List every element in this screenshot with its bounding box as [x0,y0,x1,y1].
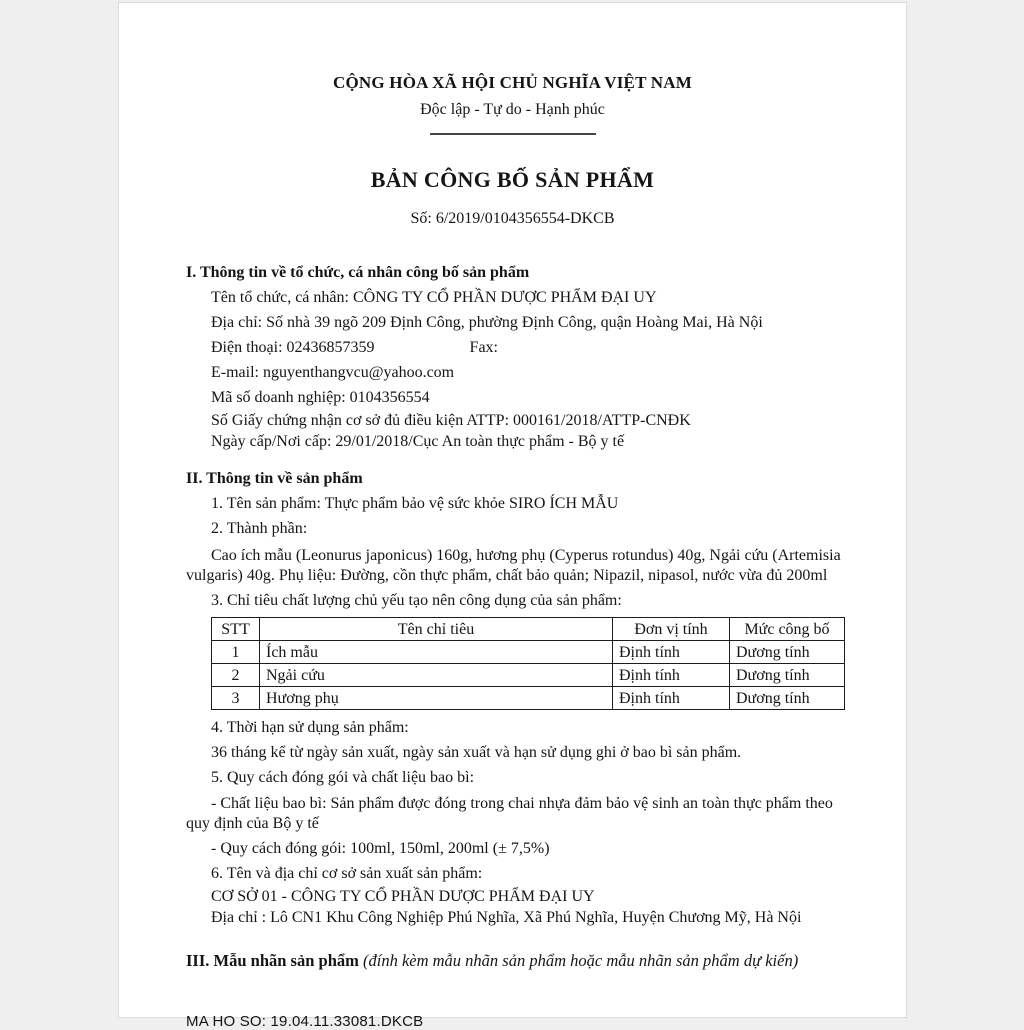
table-header-row [212,618,845,641]
document-title: BẢN CÔNG BỐ SẢN PHẨM [370,167,655,192]
ingredients-paragraph: Cao ích mẫu (Leonurus japonicus) 160g, hương phụ (Cyperus rotundus) 40g, Ngải cứu (Artemisia vulgaris) 40g. Phụ liệu: Đường, cồn thực phẩm, chất bảo quản; Nipazil, nipasol, nước vừa đủ 200ml [186,547,841,584]
cell-unit: Định tính [613,664,730,687]
table-row [212,641,845,664]
section3-heading-label: III. Mẫu nhãn sản phẩm [186,951,359,970]
cell-name: Ngải cứu [260,664,613,687]
cell-name: Ích mẫu [260,641,613,664]
packaging-heading-line: 5. Quy cách đóng gói và chất liệu bao bì: [211,769,475,786]
national-motto: Độc lập - Tự do - Hạnh phúc [420,101,605,118]
table-row [212,687,845,710]
manufacturer-heading-line: 6. Tên và địa chỉ cơ sở sản xuất sản phẩm: [211,865,483,882]
phone-label: Điện thoại: 02436857359 [211,339,375,356]
document-number: Số: 6/2019/0104356554-DKCB [410,210,615,227]
phone-fax-line [211,335,848,360]
header-divider [430,133,596,135]
header-cell-stt: STT [212,618,260,641]
attp-issue-line: Ngày cấp/Nơi cấp: 29/01/2018/Cục An toàn thực phẩm - Bộ y tế [211,433,625,450]
file-code: MA HO SO: 19.04.11.33081.DKCB [186,1013,424,1030]
manufacturer-name-line: CƠ SỞ 01 - CÔNG TY CỔ PHẦN DƯỢC PHẨM ĐẠI UY [211,888,595,905]
cell-unit: Định tính [613,641,730,664]
section3-heading [186,948,848,973]
cell-level: Dương tính [730,664,845,687]
cell-stt: 2 [212,664,260,687]
section1-heading: I. Thông tin về tổ chức, cá nhân công bố sản phẩm [186,264,530,281]
cell-level: Dương tính [730,687,845,710]
cell-stt: 1 [212,641,260,664]
shelf-life-line: 36 tháng kể từ ngày sản xuất, ngày sản xuất và hạn sử dụng ghi ở bao bì sản phẩm. [211,744,742,761]
business-code-line: Mã số doanh nghiệp: 0104356554 [211,389,430,406]
cell-stt: 3 [212,687,260,710]
ingredients-heading-line: 2. Thành phần: [211,520,308,537]
shelf-life-heading-line: 4. Thời hạn sử dụng sản phẩm: [211,719,409,736]
fax-label: Fax: [469,339,498,356]
address-line: Địa chỉ: Số nhà 39 ngõ 209 Định Công, phường Định Công, quận Hoàng Mai, Hà Nội [211,314,763,331]
header-cell-name: Tên chỉ tiêu [260,618,613,641]
cell-name: Hương phụ [260,687,613,710]
header-cell-unit: Đơn vị tính [613,618,730,641]
national-title: CỘNG HÒA XÃ HỘI CHỦ NGHĨA VIỆT NAM [333,73,692,92]
cell-unit: Định tính [613,687,730,710]
email-line: E-mail: nguyenthangvcu@yahoo.com [211,364,455,381]
attp-cert-line: Số Giấy chứng nhận cơ sở đủ điều kiện ATTP: 000161/2018/ATTP-CNĐK [211,412,691,429]
header-cell-level: Mức công bố [730,618,845,641]
section3-note: (đính kèm mẫu nhãn sản phẩm hoặc mẫu nhãn sản phẩm dự kiến) [363,951,799,970]
section2-heading: II. Thông tin về sản phẩm [186,470,363,487]
product-name-line: 1. Tên sản phẩm: Thực phẩm bảo vệ sức khỏe SIRO ÍCH MẪU [211,495,619,512]
manufacturer-address-line: Địa chỉ : Lô CN1 Khu Công Nghiệp Phú Nghĩa, Xã Phú Nghĩa, Huyện Chương Mỹ, Hà Nội [211,909,802,926]
packaging-material-paragraph: - Chất liệu bao bì: Sản phẩm được đóng trong chai nhựa đảm bảo vệ sinh an toàn thực phẩm theo quy định của Bộ y tế [186,795,833,832]
table-row [212,664,845,687]
cell-level: Dương tính [730,641,845,664]
document-page [118,2,907,1030]
org-name-line: Tên tổ chức, cá nhân: CÔNG TY CỔ PHẦN DƯỢC PHẨM ĐẠI UY [211,289,657,306]
document-body [186,260,848,1030]
quality-table [211,617,845,710]
quality-criteria-line: 3. Chỉ tiêu chất lượng chủ yếu tạo nên công dụng của sản phẩm: [211,592,622,609]
packaging-size-line: - Quy cách đóng gói: 100ml, 150ml, 200ml (± 7,5%) [211,840,550,857]
